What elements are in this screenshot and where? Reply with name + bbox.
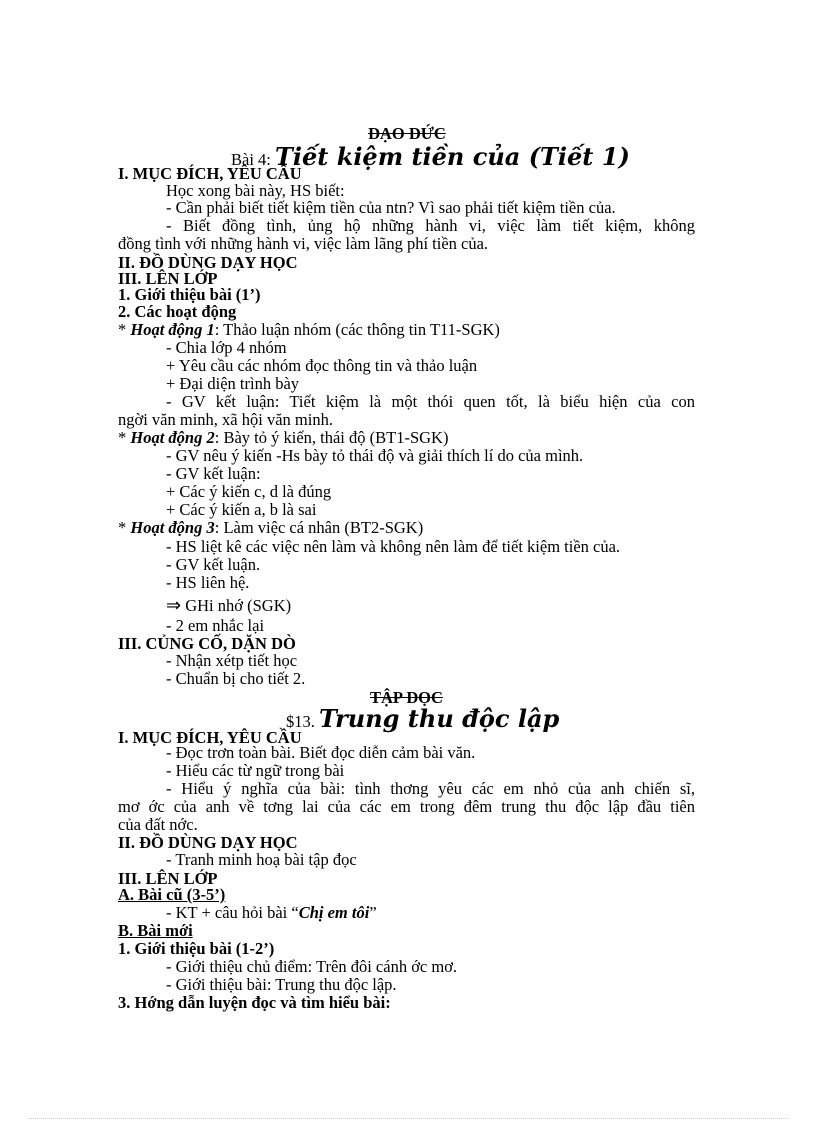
activity-3-heading: * Hoạt động 3: Làm việc cá nhân (BT2-SGK) (118, 518, 424, 537)
activity-2-line-2: - GV kết luận: (166, 464, 261, 483)
activity-2-heading: * Hoạt động 2: Bày tỏ ý kiến, thái độ (BT1-SGK) (118, 428, 449, 447)
activity-1-heading: * Hoạt động 1: Thảo luận nhóm (các thông tin T11-SGK) (118, 320, 500, 339)
lesson2-section-purpose: I. MỤC ĐÍCH, YÊU CẦU (118, 728, 302, 747)
activity-3-line-2: - GV kết luận. (166, 555, 261, 574)
lesson2-title-line (286, 705, 559, 733)
lesson2-section-class: III. LÊN LỚP (118, 869, 218, 888)
lesson2-title-prefix: $13. (286, 712, 319, 731)
activity-1-line-4b: ngời văn minh, xã hội văn minh. (118, 410, 333, 429)
lesson2-part-b-heading: B. Bài mới (118, 921, 193, 940)
lesson2-goal-3c: của đất nớc. (118, 815, 198, 834)
activity-1-label: Hoạt động 1 (130, 320, 215, 339)
lesson1-step-2: 2. Các hoạt động (118, 302, 237, 321)
activity-2-label: Hoạt động 2 (130, 428, 215, 447)
activity-3-text: : Làm việc cá nhân (BT2-SGK) (214, 518, 424, 537)
activity-1-line-2: + Yêu cầu các nhóm đọc thông tin và thảo luận (166, 356, 478, 375)
lesson1-end-2: - Chuẩn bị cho tiết 2. (166, 669, 306, 688)
lesson2-goal-3a: - Hiểu ý nghĩa của bài: tình thơng yêu các em nhỏ của anh chiến sĩ, (166, 779, 695, 798)
page-bottom-divider (28, 1118, 788, 1119)
lesson1-title: Tiết kiệm tiền của (Tiết 1) (275, 142, 630, 171)
activity-1-line-1: - Chia lớp 4 nhóm (166, 338, 287, 357)
activity-3-label: Hoạt động 3 (130, 518, 215, 537)
activity-3-line-5: - 2 em nhắc lại (166, 616, 265, 635)
lesson2-goal-2: - Hiểu các từ ngữ trong bài (166, 761, 345, 780)
lesson2-step-3: 3. Hớng dẫn luyện đọc và tìm hiểu bài: (118, 993, 391, 1012)
lesson1-section-class: III. LÊN LỚP (118, 269, 218, 288)
lesson2-subject: TẬP ĐỌC (370, 688, 443, 707)
lesson2-step-1-line-2: - Giới thiệu bài: Trung thu độc lập. (166, 975, 397, 994)
lesson1-subject: ĐẠO ĐỨC (368, 124, 446, 143)
lesson2-title: Trung thu độc lập (319, 704, 560, 733)
lesson2-tool: - Tranh minh hoạ bài tập đọc (166, 850, 357, 869)
lesson2-step-1-line-1: - Giới thiệu chủ điểm: Trên đôi cánh ớc mơ. (166, 957, 458, 976)
lesson2-goal-1: - Đọc trơn toàn bài. Biết đọc diễn cảm bài văn. (166, 743, 476, 762)
lesson1-section-purpose: I. MỤC ĐÍCH, YÊU CẦU (118, 164, 302, 183)
lesson2-part-a-text: - KT + câu hỏi bài “ (166, 903, 299, 922)
activity-3-line-3: - HS liên hệ. (166, 573, 250, 592)
lesson2-part-a-line (166, 904, 377, 922)
lesson1-goal-2a: - Biết đồng tình, ủng hộ những hành vi, việc làm tiết kiệm, không (166, 216, 695, 235)
lesson1-step-1: 1. Giới thiệu bài (1’) (118, 285, 261, 304)
implies-arrow-icon: ⇒ (166, 595, 182, 616)
activity-2-line-4: + Các ý kiến a, b là sai (166, 500, 317, 519)
activity-2-line-1: - GV nêu ý kiến -Hs bày tỏ thái độ và giải thích lí do của mình. (166, 446, 584, 465)
lesson1-goal-2b: đồng tình với những hành vi, việc làm lãng phí tiền của. (118, 234, 489, 253)
activity-1-line-4a: - GV kết luận: Tiết kiệm là một thói quen tốt, là biểu hiện của con (166, 392, 695, 411)
activity-3-line-4: GHi nhớ (SGK) (181, 596, 292, 615)
lesson1-intro: Học xong bài này, HS biết: (166, 181, 345, 200)
lesson2-part-a-title: Chị em tôi (298, 903, 370, 922)
activity-3-line-1: - HS liệt kê các việc nên làm và không nên làm để tiết kiệm tiền của. (166, 537, 621, 556)
activity-2-line-3: + Các ý kiến c, d là đúng (166, 482, 332, 501)
activity-2-text: : Bày tỏ ý kiến, thái độ (BT1-SGK) (214, 428, 449, 447)
lesson2-goal-3b: mơ ớc của anh về tơng lai của các em trong đêm trung thu độc lập đầu tiên (118, 797, 695, 816)
lesson2-part-a-close: ” (369, 903, 377, 922)
lesson1-title-prefix: Bài 4: (231, 150, 275, 169)
lesson2-step-1: 1. Giới thiệu bài (1-2’) (118, 939, 275, 958)
lesson2-part-a-heading: A. Bài cũ (3-5’) (118, 885, 226, 904)
lesson1-section-materials: II. ĐỒ DÙNG DẠY HỌC (118, 253, 298, 272)
activity-1-line-3: + Đại diện trình bày (166, 374, 300, 393)
activity-1-text: : Thảo luận nhóm (các thông tin T11-SGK) (214, 320, 500, 339)
lesson1-section-review: III. CỦNG CỐ, DẶN DÒ (118, 634, 296, 653)
lesson1-end-1: - Nhận xétp tiết học (166, 651, 298, 670)
lesson2-section-materials: II. ĐỒ DÙNG DẠY HỌC (118, 833, 298, 852)
lesson1-goal-1: - Cần phải biết tiết kiệm tiền của ntn? Vì sao phải tiết kiệm tiền của. (166, 198, 616, 217)
activity-3-note (166, 597, 291, 615)
